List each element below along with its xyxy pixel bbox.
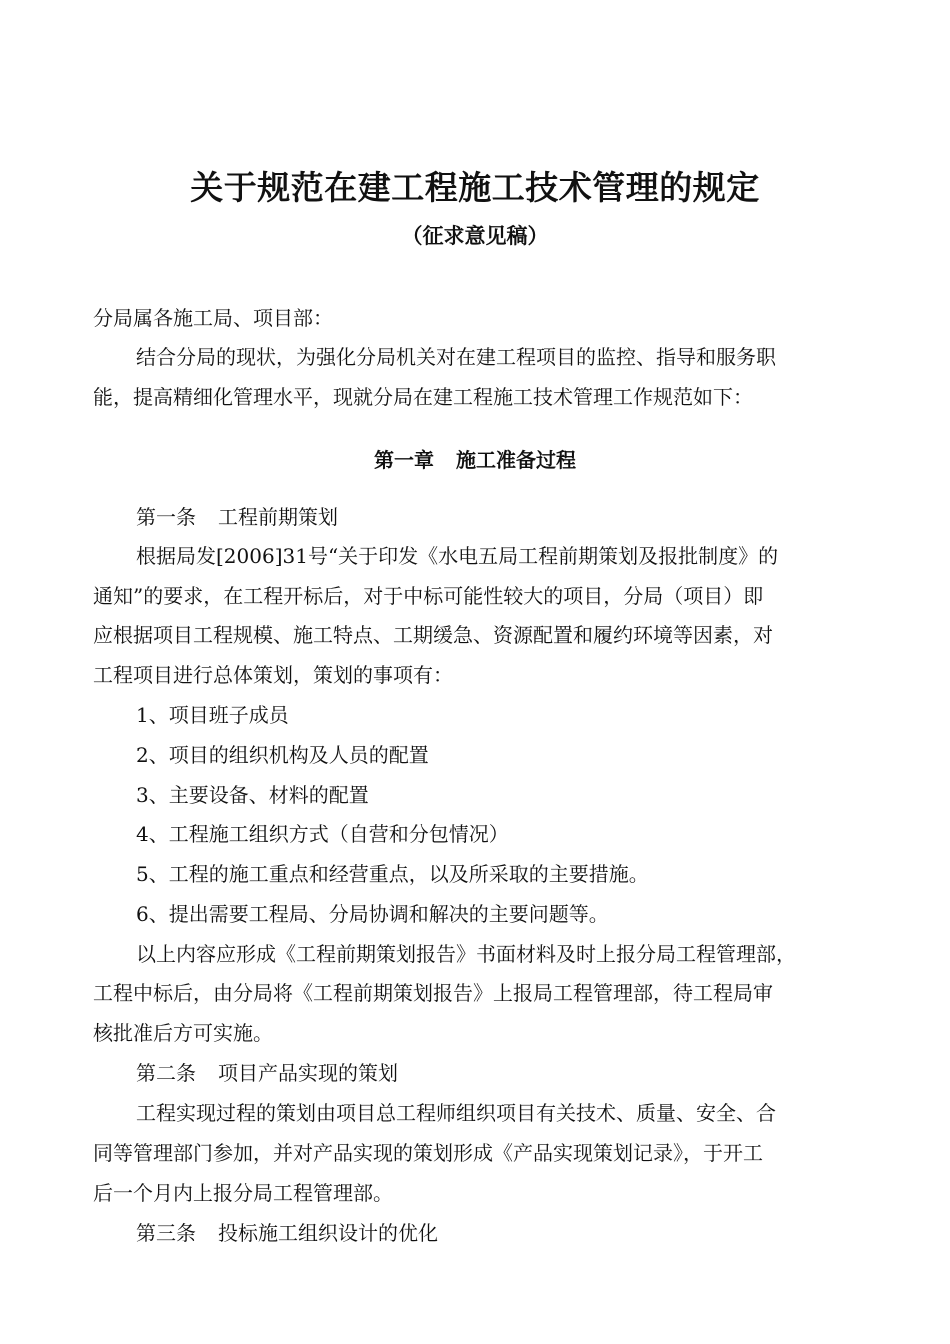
article-title: 投标施工组织设计的优化 — [218, 1221, 438, 1245]
paragraph-line: 工程中标后，由分局将《工程前期策划报告》上报局工程管理部，待工程局审 — [93, 981, 773, 1005]
paragraph-line: 应根据项目工程规模、施工特点、工期缓急、资源配置和履约环境等因素，对 — [93, 623, 773, 647]
intro-line: 结合分局的现状，为强化分局机关对在建工程项目的监控、指导和服务职 — [136, 345, 776, 369]
addressee: 分局属各施工局、项目部： — [93, 306, 333, 330]
article-title: 工程前期策划 — [218, 505, 338, 529]
article-title: 项目产品实现的策划 — [218, 1061, 398, 1085]
paragraph-line: 以上内容应形成《工程前期策划报告》书面材料及时上报分局工程管理部， — [136, 942, 796, 966]
article-number: 第二条 — [136, 1061, 196, 1085]
article-heading — [136, 1058, 398, 1088]
article-number: 第三条 — [136, 1221, 196, 1245]
chapter-heading — [0, 445, 950, 475]
paragraph-line: 工程实现过程的策划由项目总工程师组织项目有关技术、质量、安全、合 — [136, 1101, 776, 1125]
article-heading — [136, 502, 338, 532]
paragraph-line: 根据局发[2006]31号“关于印发《水电五局工程前期策划及报批制度》的 — [136, 544, 779, 568]
list-item: 6、提出需要工程局、分局协调和解决的主要问题等。 — [136, 902, 609, 926]
document-title: 关于规范在建工程施工技术管理的规定 — [190, 168, 760, 207]
paragraph-line: 通知”的要求，在工程开标后，对于中标可能性较大的项目，分局（项目）即 — [93, 584, 764, 608]
paragraph-line: 同等管理部门参加，并对产品实现的策划形成《产品实现策划记录》，于开工 — [93, 1141, 763, 1165]
article-heading — [136, 1218, 438, 1248]
paragraph-line: 核批准后方可实施。 — [93, 1021, 273, 1045]
list-item: 3、主要设备、材料的配置 — [136, 783, 369, 807]
list-item: 1、项目班子成员 — [136, 703, 289, 727]
chapter-title: 施工准备过程 — [456, 448, 576, 472]
paragraph-line: 工程项目进行总体策划，策划的事项有： — [93, 663, 453, 687]
list-item: 2、项目的组织机构及人员的配置 — [136, 743, 429, 767]
list-item: 5、工程的施工重点和经营重点，以及所采取的主要措施。 — [136, 862, 649, 886]
chapter-number: 第一章 — [374, 448, 434, 472]
intro-line: 能，提高精细化管理水平，现就分局在建工程施工技术管理工作规范如下： — [93, 385, 753, 409]
list-item: 4、工程施工组织方式（自营和分包情况） — [136, 822, 509, 846]
paragraph-line: 后一个月内上报分局工程管理部。 — [93, 1181, 393, 1205]
document-subtitle: （征求意见稿） — [401, 223, 549, 248]
article-number: 第一条 — [136, 505, 196, 529]
